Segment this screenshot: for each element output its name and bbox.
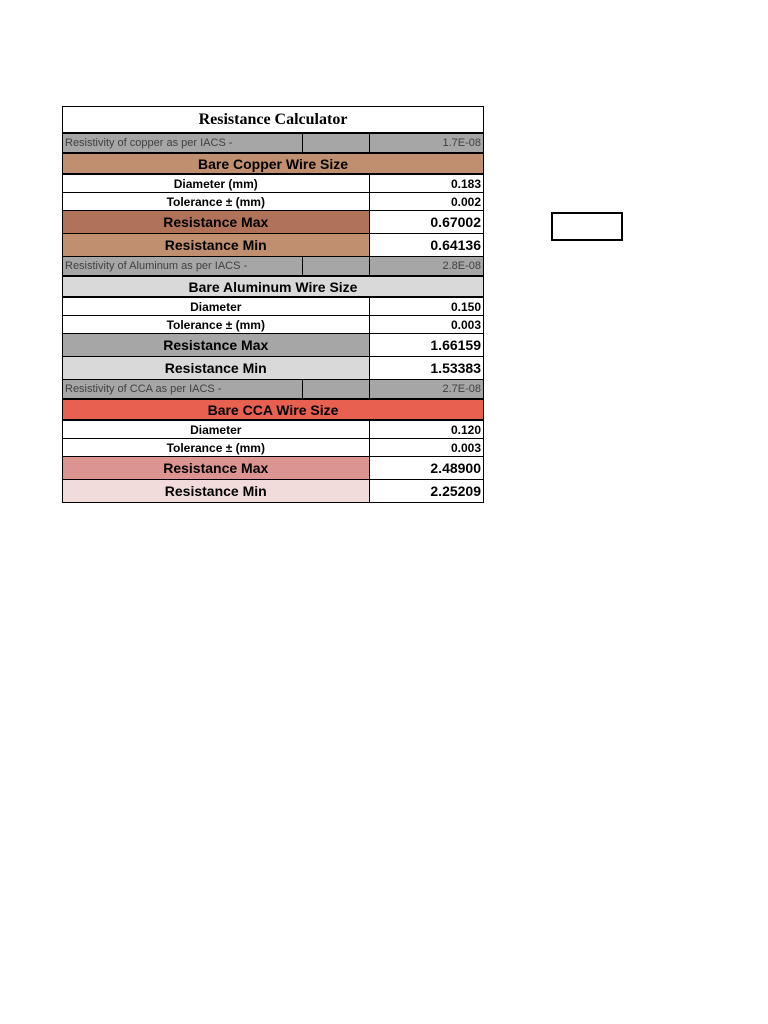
copper-resistance-min-label[interactable]: Resistance Min: [63, 234, 370, 257]
aluminum-diameter-row: [63, 297, 484, 316]
aluminum-resistance-min-row: [63, 357, 484, 380]
copper-resistivity-row: [63, 133, 484, 153]
resistance-calculator-table: [62, 106, 484, 503]
cca-diameter-label[interactable]: Diameter: [63, 420, 370, 439]
aluminum-diameter-label[interactable]: Diameter: [63, 297, 370, 316]
copper-resistance-max-label[interactable]: Resistance Max: [63, 211, 370, 234]
aluminum-resistance-min-value[interactable]: 1.53383: [369, 357, 483, 380]
aluminum-resistance-min-label[interactable]: Resistance Min: [63, 357, 370, 380]
copper-resistance-min-row: [63, 234, 484, 257]
copper-resistance-min-value[interactable]: 0.64136: [369, 234, 483, 257]
copper-resistance-max-value[interactable]: 0.67002: [369, 211, 483, 234]
cca-resistance-max-label[interactable]: Resistance Max: [63, 457, 370, 480]
aluminum-resistivity-value[interactable]: 2.8E-08: [369, 257, 483, 277]
cca-diameter-row: [63, 420, 484, 439]
cca-resistivity-label[interactable]: Resistivity of CCA as per IACS -: [63, 380, 303, 400]
aluminum-tolerance-label[interactable]: Tolerance ± (mm): [63, 316, 370, 334]
aluminum-resistance-max-row: [63, 334, 484, 357]
selected-empty-cell[interactable]: [551, 212, 623, 241]
cca-resistance-min-row: [63, 480, 484, 503]
aluminum-section-title[interactable]: Bare Aluminum Wire Size: [63, 276, 484, 297]
copper-resistivity-label[interactable]: Resistivity of copper as per IACS -: [63, 133, 303, 153]
title-row: [63, 107, 484, 134]
aluminum-resistivity-blank-cell[interactable]: [303, 257, 369, 277]
cca-section-header: [63, 399, 484, 420]
aluminum-resistance-max-value[interactable]: 1.66159: [369, 334, 483, 357]
copper-resistivity-value[interactable]: 1.7E-08: [369, 133, 483, 153]
copper-section-header: [63, 153, 484, 174]
copper-resistance-max-row: [63, 211, 484, 234]
cca-resistivity-row: [63, 380, 484, 400]
cca-resistance-min-value[interactable]: 2.25209: [369, 480, 483, 503]
cca-tolerance-value[interactable]: 0.003: [369, 439, 483, 457]
cca-diameter-value[interactable]: 0.120: [369, 420, 483, 439]
cca-tolerance-label[interactable]: Tolerance ± (mm): [63, 439, 370, 457]
cca-resistivity-value[interactable]: 2.7E-08: [369, 380, 483, 400]
aluminum-section-header: [63, 276, 484, 297]
cca-resistivity-blank-cell[interactable]: [303, 380, 369, 400]
aluminum-tolerance-row: [63, 316, 484, 334]
aluminum-diameter-value[interactable]: 0.150: [369, 297, 483, 316]
aluminum-tolerance-value[interactable]: 0.003: [369, 316, 483, 334]
copper-diameter-row: [63, 174, 484, 193]
cca-section-title[interactable]: Bare CCA Wire Size: [63, 399, 484, 420]
cca-resistance-max-value[interactable]: 2.48900: [369, 457, 483, 480]
copper-tolerance-value[interactable]: 0.002: [369, 193, 483, 211]
aluminum-resistivity-label[interactable]: Resistivity of Aluminum as per IACS -: [63, 257, 303, 277]
cca-resistance-max-row: [63, 457, 484, 480]
page-title: Resistance Calculator: [63, 107, 484, 134]
cca-resistance-min-label[interactable]: Resistance Min: [63, 480, 370, 503]
copper-resistivity-blank-cell[interactable]: [303, 133, 369, 153]
copper-tolerance-label[interactable]: Tolerance ± (mm): [63, 193, 370, 211]
copper-diameter-value[interactable]: 0.183: [369, 174, 483, 193]
aluminum-resistivity-row: [63, 257, 484, 277]
copper-section-title[interactable]: Bare Copper Wire Size: [63, 153, 484, 174]
copper-diameter-label[interactable]: Diameter (mm): [63, 174, 370, 193]
aluminum-resistance-max-label[interactable]: Resistance Max: [63, 334, 370, 357]
copper-tolerance-row: [63, 193, 484, 211]
cca-tolerance-row: [63, 439, 484, 457]
